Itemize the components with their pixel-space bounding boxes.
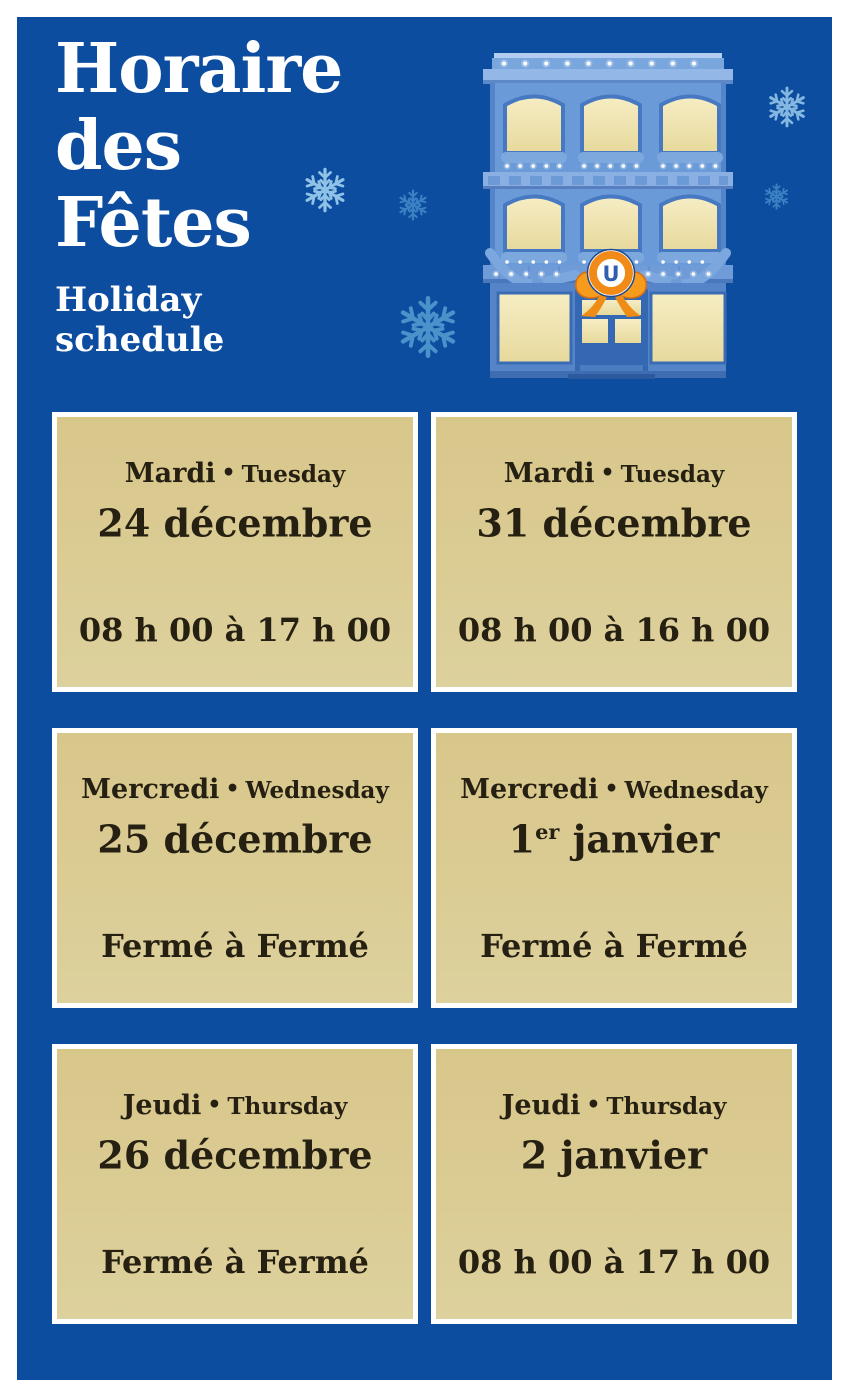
date-main: 26 décembre (97, 1132, 373, 1178)
card-day (57, 775, 413, 808)
card-day (436, 459, 792, 492)
card-day (57, 459, 413, 492)
day-english: Wednesday (245, 777, 389, 804)
storefront-illustration (478, 53, 737, 383)
snowflake-icon (766, 86, 808, 128)
day-english: Tuesday (241, 461, 346, 488)
subtitle-line-2: schedule (55, 320, 225, 360)
card-day (436, 775, 792, 808)
page-subtitle (55, 280, 224, 360)
day-french: Mercredi (460, 774, 599, 805)
card-hours: Fermé à Fermé (101, 1242, 369, 1281)
card-day (436, 1091, 792, 1124)
card-hours: 08 h 00 à 17 h 00 (457, 1242, 771, 1281)
date-tail: janvier (559, 816, 720, 862)
schedule-card-dec24 (52, 412, 418, 692)
day-separator: • (600, 460, 615, 486)
snowflake-icon (302, 167, 348, 213)
card-hours: 08 h 00 à 16 h 00 (457, 610, 771, 649)
date-main: 31 décembre (476, 500, 752, 546)
card-date (436, 1126, 792, 1178)
date-main: 1 (508, 816, 536, 862)
day-french: Mercredi (81, 774, 220, 805)
snowflake-icon (763, 183, 790, 210)
day-english: Thursday (227, 1093, 348, 1120)
day-separator: • (604, 776, 619, 802)
schedule-card-jan2 (431, 1044, 797, 1324)
snowflake-icon (397, 189, 429, 221)
title-line-3: Fêtes (55, 183, 251, 263)
store-logo-letter: U (602, 262, 620, 286)
date-ordinal: er (535, 819, 560, 844)
card-hours: 08 h 00 à 17 h 00 (78, 610, 392, 649)
day-english: Wednesday (624, 777, 768, 804)
day-english: Tuesday (620, 461, 725, 488)
holiday-poster-panel (17, 17, 832, 1380)
page-title (55, 31, 342, 262)
date-main: 25 décembre (97, 816, 373, 862)
schedule-card-dec26 (52, 1044, 418, 1324)
card-hours: Fermé à Fermé (101, 926, 369, 965)
schedule-card-dec31 (431, 412, 797, 692)
day-french: Mardi (124, 458, 216, 489)
snowflake-icon (396, 295, 460, 359)
day-separator: • (586, 1092, 601, 1118)
title-line-2: des (55, 106, 182, 186)
card-date (57, 1126, 413, 1178)
title-line-1: Horaire (55, 29, 343, 109)
day-separator: • (221, 460, 236, 486)
card-date (436, 810, 792, 862)
schedule-grid (52, 412, 797, 1324)
subtitle-line-1: Holiday (55, 280, 202, 320)
day-separator: • (225, 776, 240, 802)
schedule-card-dec25 (52, 728, 418, 1008)
date-main: 24 décembre (97, 500, 373, 546)
date-main: 2 janvier (520, 1132, 708, 1178)
day-french: Jeudi (501, 1090, 581, 1121)
card-date (57, 494, 413, 546)
schedule-card-jan1 (431, 728, 797, 1008)
day-french: Jeudi (122, 1090, 202, 1121)
card-hours: Fermé à Fermé (480, 926, 748, 965)
day-french: Mardi (503, 458, 595, 489)
card-date (436, 494, 792, 546)
card-date (57, 810, 413, 862)
day-separator: • (207, 1092, 222, 1118)
card-day (57, 1091, 413, 1124)
day-english: Thursday (606, 1093, 727, 1120)
